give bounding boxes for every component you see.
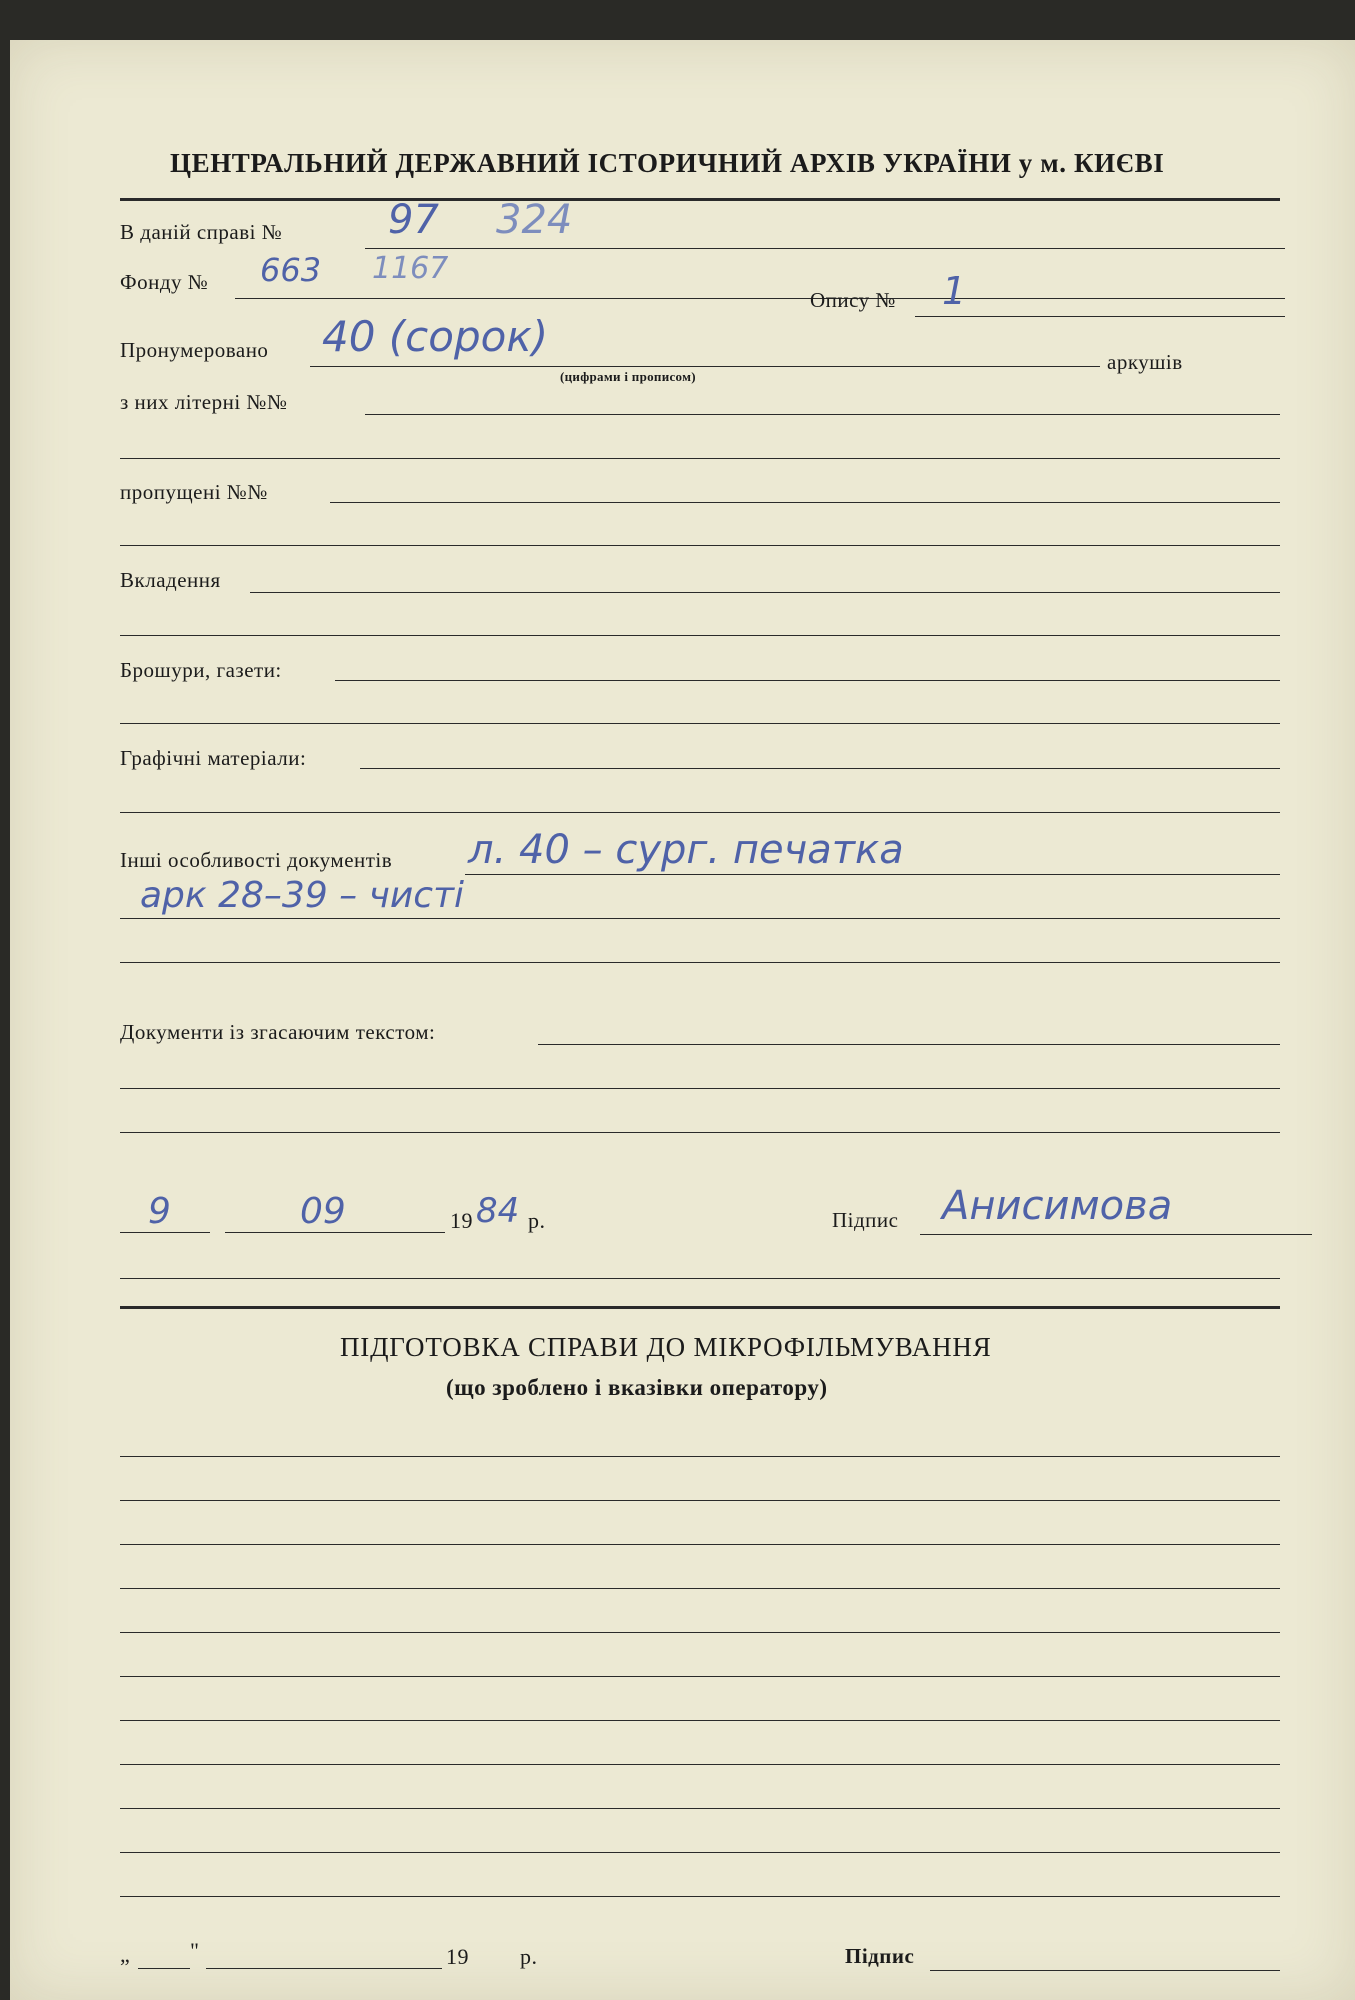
blank-line xyxy=(120,723,1280,724)
bottom-date-suffix: р. xyxy=(520,1944,538,1969)
instruction-line xyxy=(120,1808,1280,1809)
instruction-line xyxy=(120,1544,1280,1545)
other-features-line xyxy=(465,874,1280,875)
date-month-line xyxy=(225,1232,445,1233)
bottom-signature-label: Підпис xyxy=(845,1944,915,1968)
instruction-line xyxy=(120,1500,1280,1501)
date-suffix: р. xyxy=(528,1208,546,1233)
bottom-date-day-line xyxy=(138,1968,190,1969)
instruction-line xyxy=(120,1588,1280,1589)
bottom-date-month-line xyxy=(206,1968,442,1969)
instruction-line xyxy=(120,1764,1280,1765)
blank-line xyxy=(120,458,1280,459)
numbered-hint: (цифрами і прописом) xyxy=(560,369,696,384)
inventory-label: Опису № xyxy=(810,288,896,312)
signature: Анисимова xyxy=(942,1183,1173,1229)
instruction-line xyxy=(120,1456,1280,1457)
fond-label: Фонду № xyxy=(120,270,209,294)
bottom-date-quote-close: " xyxy=(190,1938,200,1963)
signature-label: Підпис xyxy=(832,1208,899,1232)
enclosures-line xyxy=(250,592,1280,593)
fading-text-label: Документи із згасаючим текстом: xyxy=(120,1020,436,1044)
header-rule xyxy=(120,198,1280,201)
sheets-label: аркушів xyxy=(1107,350,1183,374)
blank-line xyxy=(120,1132,1280,1133)
instruction-line xyxy=(120,1676,1280,1677)
blank-line xyxy=(120,962,1280,963)
other-features-value: л. 40 – сург. печатка xyxy=(468,827,904,873)
blank-line xyxy=(120,635,1280,636)
blank-line xyxy=(120,1088,1280,1089)
blank-line xyxy=(120,545,1280,546)
case-number-value: 97 xyxy=(388,197,439,243)
other-features-label: Інші особливості документів xyxy=(120,848,393,872)
letter-numbers-label: з них літерні №№ xyxy=(120,390,288,414)
bottom-signature-line xyxy=(930,1970,1280,1971)
inventory-value: 1 xyxy=(942,269,967,313)
blank-line xyxy=(120,812,1280,813)
instruction-line xyxy=(120,1852,1280,1853)
date-day-line xyxy=(120,1232,210,1233)
graphics-line xyxy=(360,768,1280,769)
fond-line xyxy=(235,298,1285,299)
case-number-label: В даній справі № xyxy=(120,220,283,244)
numbered-label: Пронумеровано xyxy=(120,338,269,362)
section-rule xyxy=(120,1306,1280,1309)
brochures-line xyxy=(335,680,1280,681)
date-year-prefix: 19 xyxy=(450,1208,473,1233)
numbered-value: 40 (сорок) xyxy=(322,312,549,361)
bottom-date-year-prefix: 19 xyxy=(446,1944,469,1969)
bottom-date-quote-open: „ xyxy=(120,1942,131,1967)
blank-line xyxy=(120,1278,1280,1279)
archive-form-page xyxy=(10,40,1355,2000)
enclosures-label: Вкладення xyxy=(120,568,221,592)
instruction-line xyxy=(120,1720,1280,1721)
brochures-label: Брошури, газети: xyxy=(120,658,282,682)
case-number-value-old: 324 xyxy=(496,197,573,243)
skipped-line xyxy=(330,502,1280,503)
instruction-line xyxy=(120,1632,1280,1633)
graphics-label: Графічні матеріали: xyxy=(120,746,307,770)
date-day: 9 xyxy=(148,1191,171,1232)
skipped-label: пропущені №№ xyxy=(120,480,268,504)
fond-value-old: 1167 xyxy=(372,251,449,286)
instruction-line xyxy=(120,1896,1280,1897)
blank-line xyxy=(120,918,1280,919)
date-year: 84 xyxy=(476,1191,520,1231)
numbered-line xyxy=(310,366,1100,367)
letter-numbers-line xyxy=(365,414,1280,415)
archive-title: ЦЕНТРАЛЬНИЙ ДЕРЖАВНИЙ ІСТОРИЧНИЙ АРХІВ УКРАЇНИ у м. КИЄВІ xyxy=(170,148,1165,178)
inventory-line xyxy=(915,316,1285,317)
case-number-line xyxy=(365,248,1285,249)
microfilm-subheading: (що зроблено і вказівки оператору) xyxy=(446,1375,828,1400)
other-features-value-2: арк 28–39 – чисті xyxy=(140,875,465,916)
fading-text-line xyxy=(538,1044,1280,1045)
fond-value: 663 xyxy=(260,251,322,289)
microfilm-heading: ПІДГОТОВКА СПРАВИ ДО МІКРОФІЛЬМУВАННЯ xyxy=(340,1332,992,1362)
signature-line xyxy=(920,1234,1312,1235)
date-month: 09 xyxy=(300,1191,346,1232)
